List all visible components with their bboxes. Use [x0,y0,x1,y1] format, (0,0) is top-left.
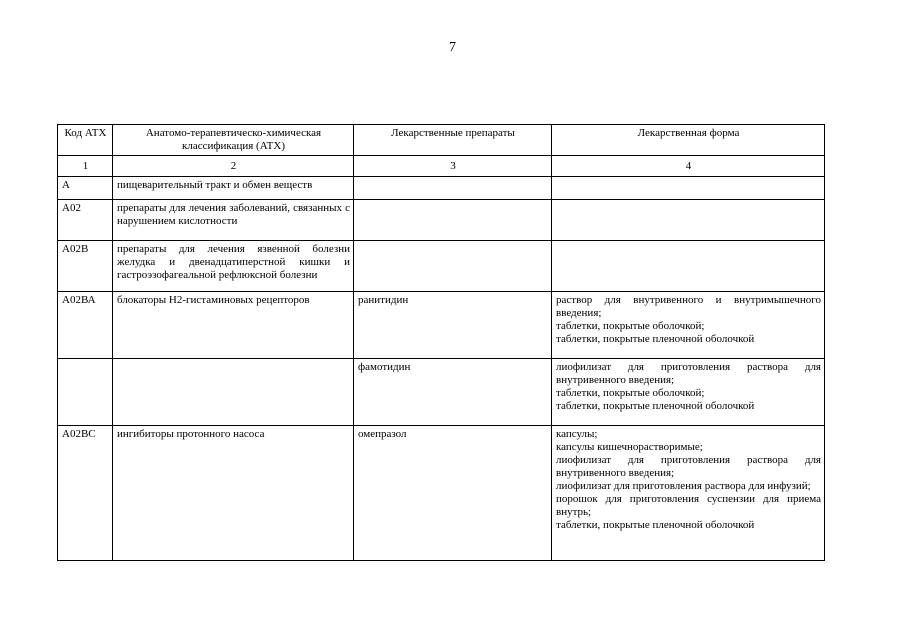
table-row [58,200,825,241]
table-row [58,426,825,561]
atx-code-cell: А [58,177,113,200]
column-number: 4 [552,156,825,177]
atx-drug-table [57,124,825,561]
header-drugs: Лекарственные препараты [354,125,552,156]
classification-cell: препараты для лечения язвенной болезни желудка и двенадцатиперстной кишки и гастроэзофагеальной рефлюксной болезни [113,241,354,292]
dosage-form-cell [552,177,825,200]
dosage-form-cell [552,426,825,561]
dosage-form-line: лиофилизат для приготовления раствора для внутривенного введения; [556,454,821,479]
dosage-form-line: лиофилизат для приготовления раствора для внутривенного введения; [556,361,821,386]
dosage-form-line: капсулы кишечнорастворимые; [556,441,703,453]
dosage-form-line: таблетки, покрытые пленочной оболочкой [556,333,755,345]
table-row [58,241,825,292]
classification-cell: пищеварительный тракт и обмен веществ [113,177,354,200]
header-dosage-form: Лекарственная форма [552,125,825,156]
table-row [58,177,825,200]
table-row [58,292,825,359]
classification-cell [113,359,354,426]
dosage-form-line: таблетки, покрытые оболочкой; [556,387,705,399]
dosage-form-line: капсулы; [556,428,598,440]
column-number: 3 [354,156,552,177]
dosage-form-line: таблетки, покрытые оболочкой; [556,320,705,332]
drug-cell [354,241,552,292]
header-row [58,125,825,156]
table-row [58,359,825,426]
dosage-form-cell [552,241,825,292]
drug-cell: ранитидин [354,292,552,359]
atx-code-cell [58,359,113,426]
dosage-form-line: таблетки, покрытые пленочной оболочкой [556,519,755,531]
dosage-form-cell [552,292,825,359]
atx-code-cell: А02ВА [58,292,113,359]
drug-cell: омепразол [354,426,552,561]
dosage-form-line: раствор для внутривенного и внутримышечного введения; [556,294,821,319]
column-number: 2 [113,156,354,177]
drug-cell: фамотидин [354,359,552,426]
atx-code-cell: А02ВС [58,426,113,561]
classification-cell: препараты для лечения заболеваний, связанных с нарушением кислотности [113,200,354,241]
dosage-form-cell [552,200,825,241]
classification-cell: ингибиторы протонного насоса [113,426,354,561]
column-number: 1 [58,156,113,177]
drug-cell [354,200,552,241]
header-atx-classification: Анатомо-терапевтическо-химическая классификация (АТХ) [113,125,354,156]
header-atx-code: Код АТХ [58,125,113,156]
drug-cell [354,177,552,200]
dosage-form-line: лиофилизат для приготовления раствора для инфузий; [556,480,811,492]
classification-cell: блокаторы Н2-гистаминовых рецепторов [113,292,354,359]
atx-code-cell: А02 [58,200,113,241]
atx-code-cell: А02В [58,241,113,292]
dosage-form-cell [552,359,825,426]
dosage-form-line: порошок для приготовления суспензии для приема внутрь; [556,493,821,518]
column-number-row [58,156,825,177]
dosage-form-line: таблетки, покрытые пленочной оболочкой [556,400,755,412]
page-number: 7 [449,40,456,55]
